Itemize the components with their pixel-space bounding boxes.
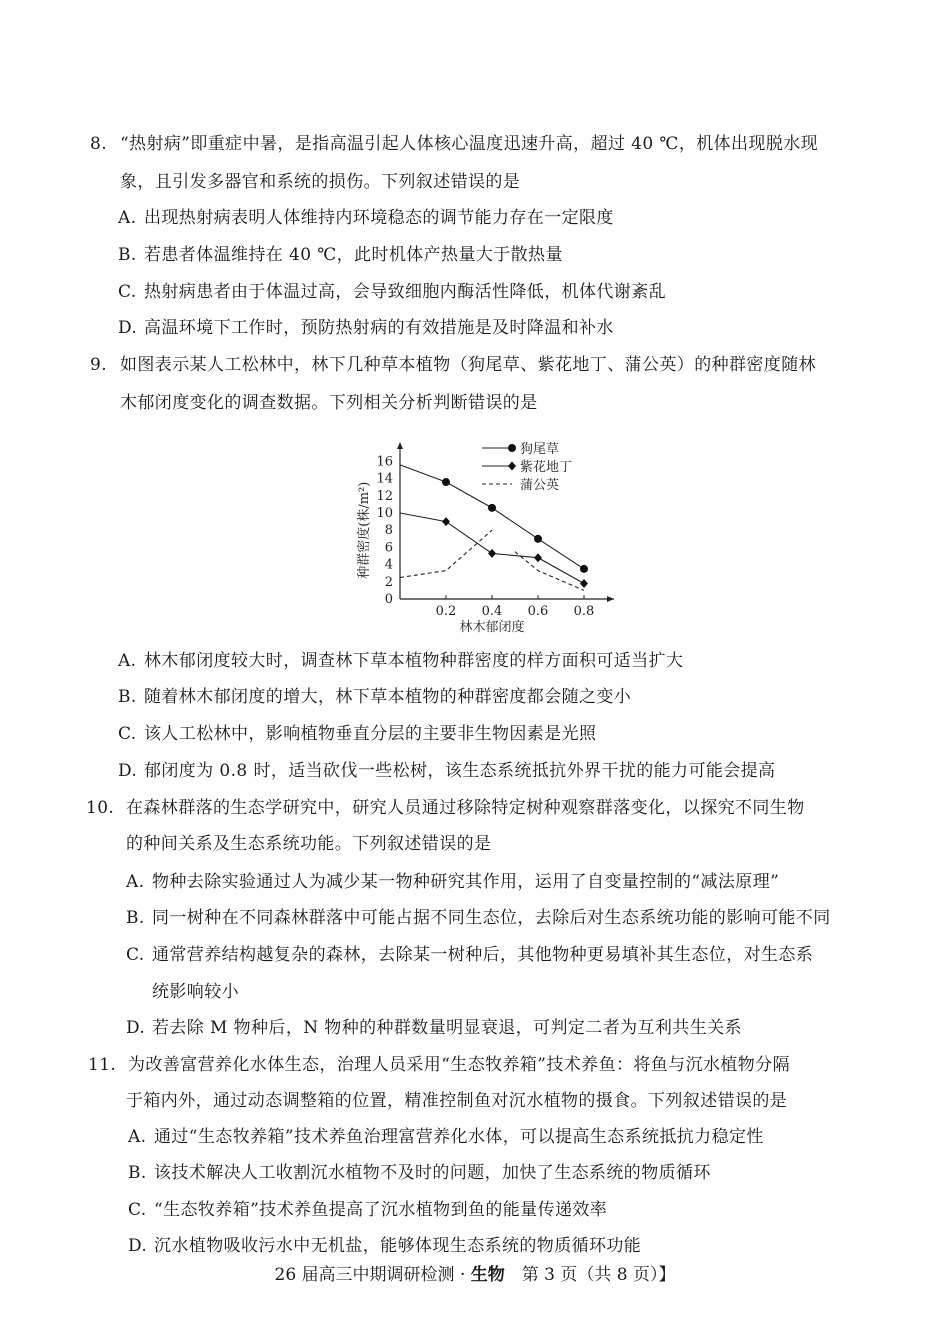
question-number: 11. <box>88 1055 117 1075</box>
q10-option-c <box>126 944 813 966</box>
y-tick-label: 10 <box>376 506 393 521</box>
question-number: 9. <box>90 355 108 375</box>
y-axis-label: 种群密度(株/m²) <box>357 481 372 579</box>
q8-option-a <box>118 207 614 229</box>
x-axis-arrow-icon <box>607 596 614 602</box>
legend-label: 紫花地丁 <box>520 460 573 475</box>
option-label: A. <box>118 208 137 228</box>
option-label: B. <box>126 908 145 928</box>
y-tick-label: 6 <box>384 540 393 556</box>
x-tick-label: 0.6 <box>527 604 549 619</box>
x-axis-label: 林木郁闭度 <box>459 620 525 635</box>
q8-option-d <box>118 317 614 339</box>
option-text: 林木郁闭度较大时，调查林下草本植物种群密度的样方面积可适当扩大 <box>144 651 684 671</box>
q11-option-a <box>128 1126 764 1148</box>
y-tick-label: 4 <box>384 557 393 573</box>
q11-stem-line-1 <box>88 1054 790 1076</box>
option-label: C. <box>118 724 137 744</box>
y-tick-label: 8 <box>384 523 393 539</box>
y-tick-label: 12 <box>376 488 393 504</box>
q9-option-d <box>118 760 775 782</box>
diamond-marker-icon <box>442 517 450 526</box>
option-text: 该人工松林中，影响植物垂直分层的主要非生物因素是光照 <box>144 724 597 744</box>
diamond-marker-icon <box>580 579 588 588</box>
option-text: 通过“生态牧养箱”技术养鱼治理富营养化水体，可以提高生态系统抵抗力稳定性 <box>154 1127 764 1147</box>
circle-marker-icon <box>508 444 516 452</box>
x-tick-label: 0.2 <box>435 604 457 619</box>
question-number: 10. <box>86 798 115 818</box>
series-line <box>400 513 584 584</box>
q11-option-b <box>128 1162 711 1184</box>
q10-option-b <box>126 907 831 929</box>
circle-marker-icon <box>488 504 496 512</box>
footer-exam-name: 26 届高三中期调研检测 · <box>274 1265 471 1285</box>
circle-marker-icon <box>534 535 542 543</box>
q8-stem-line-2: 象，且引发多器官和系统的损伤。下列叙述错误的是 <box>120 172 521 192</box>
option-label: C. <box>118 282 137 302</box>
circle-marker-icon <box>580 565 588 573</box>
x-tick-label: 0.4 <box>481 604 503 619</box>
option-text: 通常营养结构越复杂的森林，去除某一树种后，其他物种更易填补其生态位，对生态系 <box>152 945 814 965</box>
q8-option-c <box>118 281 666 303</box>
option-label: C. <box>128 1200 147 1220</box>
option-text: 随着林木郁闭度的增大，林下草本植物的种群密度都会随之变小 <box>144 687 632 707</box>
option-label: D. <box>126 1018 146 1038</box>
q9-option-b <box>118 686 631 708</box>
footer-page-number: 第 3 页（共 8 页）】 <box>504 1265 676 1285</box>
page-footer <box>0 1264 950 1286</box>
option-text: 出现热射病表明人体维持内环境稳态的调节能力存在一定限度 <box>144 208 614 228</box>
option-text: 若去除 M 物种后，N 物种的种群数量明显衰退，可判定二者为互利共生关系 <box>152 1018 742 1038</box>
option-text: 该技术解决人工收割沉水植物不及时的问题，加快了生态系统的物质循环 <box>154 1163 711 1183</box>
circle-marker-icon <box>442 478 450 486</box>
option-text: “生态牧养箱”技术养鱼提高了沉水植物到鱼的能量传递效率 <box>154 1200 608 1220</box>
option-label: A. <box>126 872 145 892</box>
question-number: 8. <box>90 134 108 154</box>
q9-option-c <box>118 723 596 745</box>
legend-label: 狗尾草 <box>520 442 560 457</box>
option-text: 高温环境下工作时，预防热射病的有效措施是及时降温和补水 <box>144 318 614 338</box>
q10-stem-line-1 <box>86 797 805 819</box>
footer-subject: 生物 <box>470 1265 505 1285</box>
legend-label: 蒲公英 <box>520 478 560 493</box>
option-text: 热射病患者由于体温过高，会导致细胞内酶活性降低，机体代谢紊乱 <box>144 282 666 302</box>
y-tick-label: 2 <box>384 574 393 590</box>
q11-option-c <box>128 1199 607 1221</box>
x-tick-label: 0.8 <box>573 604 595 619</box>
option-label: B. <box>118 687 137 707</box>
option-label: D. <box>118 761 138 781</box>
option-label: D. <box>128 1236 148 1256</box>
y-axis-arrow-icon <box>397 442 403 449</box>
option-label: A. <box>128 1127 147 1147</box>
q9-option-a <box>118 650 683 672</box>
option-label: A. <box>118 651 137 671</box>
option-label: B. <box>128 1163 147 1183</box>
q8-option-b <box>118 244 563 266</box>
population-density-chart <box>352 436 620 636</box>
question-stem: 为改善富营养化水体生态，治理人员采用“生态牧养箱”技术养鱼：将鱼与沉水植物分隔 <box>128 1055 790 1075</box>
diamond-marker-icon <box>534 553 542 562</box>
q11-stem-line-2: 于箱内外，通过动态调整箱的位置，精准控制鱼对沉水植物的摄食。下列叙述错误的是 <box>126 1091 788 1111</box>
question-stem: 在森林群落的生态学研究中，研究人员通过移除特定树种观察群落变化，以探究不同生物 <box>126 798 805 818</box>
option-label: C. <box>126 945 145 965</box>
line-chart <box>352 436 620 636</box>
q8-stem-line-1 <box>90 133 818 155</box>
option-label: B. <box>118 245 137 265</box>
option-text: 同一树种在不同森林群落中可能占据不同生态位，去除后对生态系统功能的影响可能不同 <box>152 908 831 928</box>
q9-stem-line-1 <box>90 354 816 376</box>
option-text: 物种去除实验通过人为减少某一物种研究其作用，运用了自变量控制的“减法原理” <box>152 872 780 892</box>
q10-option-c-continuation: 统影响较小 <box>152 982 239 1002</box>
series-line <box>400 530 492 577</box>
option-text: 郁闭度为 0.8 时，适当砍伐一些松树，该生态系统抵抗外界干扰的能力可能会提高 <box>144 761 776 781</box>
q11-option-d <box>128 1235 641 1257</box>
y-tick-label: 16 <box>376 454 393 470</box>
q10-option-a <box>126 871 779 893</box>
question-stem: “热射病”即重症中暑，是指高温引起人体核心温度迅速升高，超过 40 ℃，机体出现脱水现 <box>120 134 819 154</box>
series-line <box>515 552 584 591</box>
y-tick-label: 0 <box>384 592 393 607</box>
y-tick-label: 14 <box>376 471 393 487</box>
q10-option-d <box>126 1017 742 1039</box>
option-label: D. <box>118 318 138 338</box>
diamond-marker-icon <box>508 462 516 471</box>
q10-stem-line-2: 的种间关系及生态系统功能。下列叙述错误的是 <box>126 834 492 854</box>
option-text: 若患者体温维持在 40 ℃，此时机体产热量大于散热量 <box>144 245 563 265</box>
q9-stem-line-2: 木郁闭度变化的调查数据。下列相关分析判断错误的是 <box>120 393 538 413</box>
question-stem: 如图表示某人工松林中，林下几种草本植物（狗尾草、紫花地丁、蒲公英）的种群密度随林 <box>120 355 816 375</box>
diamond-marker-icon <box>488 549 496 558</box>
option-text: 沉水植物吸收污水中无机盐，能够体现生态系统的物质循环功能 <box>154 1236 642 1256</box>
